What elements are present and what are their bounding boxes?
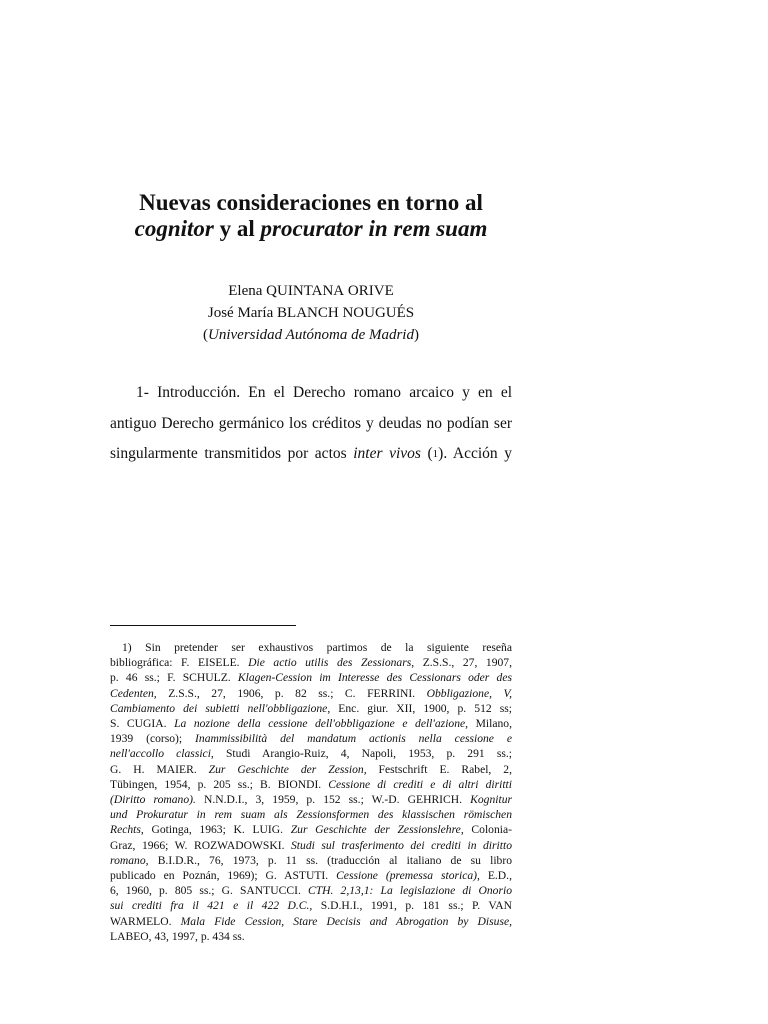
footnote-text: Z.S.S., 27, 1906, p. 82 ss.; C. FERRINI. (156, 686, 427, 700)
footnote-text: G. H. MAIER. (110, 762, 209, 776)
footnote-text: S. CUGIA. (110, 717, 175, 731)
footnote-marker: 1) (122, 641, 132, 654)
title-line-2 (110, 216, 512, 242)
footnote-line (110, 792, 512, 807)
footnote-italic-text: Rechts, (110, 823, 144, 837)
footnote-line (110, 655, 512, 670)
footnote-italic-text: sui crediti fra il 421 e il 422 D.C., (110, 899, 313, 913)
footnote-text: Festschrift E. Rabel, 2, (366, 762, 512, 776)
footnote-line (110, 746, 512, 761)
footnote-italic-text: Cessione (premessa storica), (336, 869, 480, 883)
footnote-line (110, 883, 512, 898)
footnote-italic-text: Cedenten, (110, 686, 157, 700)
footnote-italic-text: (Diritto romano). (110, 793, 196, 807)
footnote-italic-text: Cessione di crediti e di altri diritti (328, 777, 512, 791)
body-line-2: antiguo Derecho germánico los créditos y deudas no podían ser (110, 414, 512, 432)
footnote-line (110, 914, 512, 929)
footnote-text: Sin pretender ser exhaustivos partimos de la siguiente reseña (131, 641, 512, 654)
footnote-line (110, 838, 512, 853)
footnote-text: E.D., (479, 869, 512, 883)
footnote-text: Tübingen, 1954, p. 205 ss.; B. BIONDI. (110, 777, 329, 791)
footnote-italic-text: Cambiamento dei subietti nell'obbligazione (110, 701, 328, 715)
paper-title (110, 190, 512, 242)
footnote-reference[interactable]: 1 (432, 448, 439, 460)
author-1: Elena QUINTANA ORIVE (228, 283, 394, 299)
footnote-line (110, 853, 512, 868)
footnote-italic-text: Zur Geschichte der Zessionslehre, (290, 823, 464, 837)
footnote-line (110, 731, 512, 746)
footnote-line (110, 686, 512, 701)
footnote-text: B.I.D.R., 76, 1973, p. 11 ss. (traducción al italiano de su libro (148, 853, 512, 867)
footnote-text: p. 46 ss.; F. SCHULZ. (110, 671, 238, 685)
footnote-1 (110, 640, 512, 944)
footnote-italic-text: Die actio utilis des Zessionars (248, 656, 412, 670)
title-line-1: Nuevas consideraciones en torno al (139, 190, 483, 215)
footnote-text: bibliográfica: F. EISELE. (110, 656, 249, 670)
body-line-3: singularmente transmitidos por actos inter vivos (1). Acción y (110, 445, 512, 462)
footnote-text: Colonia- (463, 823, 512, 837)
affiliation: (Universidad Autónoma de Madrid) (203, 327, 419, 343)
footnote-text: Milano, (468, 717, 512, 731)
footnote-text: , Z.S.S., 27, 1907, (411, 656, 512, 670)
footnote-text: , Enc. giur. XII, 1900, p. 512 ss; (327, 701, 512, 715)
footnote-line (110, 762, 512, 777)
footnote-divider (110, 625, 296, 626)
footnote-italic-text: Studi sul trasferimento dei crediti in diritto (291, 838, 513, 852)
footnote-line (110, 777, 512, 792)
footnote-line (110, 716, 512, 731)
body-line-1: 1- Introducción. En el Derecho romano arcaico y en el (136, 384, 512, 401)
footnote-line (110, 807, 512, 822)
footnote-text: Graz, 1966; W. ROZWADOWSKI. (110, 838, 291, 852)
footnote-line (110, 670, 512, 685)
footnote-text: Studi Arangio-Ruiz, 4, Napoli, 1953, p. 291 ss.; (213, 747, 512, 761)
footnote-text: S.D.H.I., 1991, p. 181 ss.; P. VAN (312, 899, 512, 913)
footnote-italic-text: und Prokuratur in rem suam als Zessionsformen des klassischen römischen (110, 808, 512, 822)
footnote-italic-text: nell'accollo classici, (110, 747, 214, 761)
footnote-text: WARMELO. (110, 914, 181, 928)
footnote-line (110, 701, 512, 716)
footnote-text: N.N.D.I., 3, 1959, p. 152 ss.; W.-D. GEHRICH. (195, 793, 471, 807)
title-cognitor: cognitor (134, 216, 214, 241)
footnote-line (110, 640, 512, 655)
authors-block (110, 280, 512, 346)
body-paragraph (110, 378, 512, 470)
footnote-line (110, 868, 512, 883)
footnote-line (110, 929, 512, 944)
footnote-italic-text: Obbligazione, V, (426, 686, 512, 700)
author-2: José María BLANCH NOUGUÉS (207, 305, 415, 321)
title-connector: y al (213, 216, 261, 241)
footnote-italic-text: Klagen-Cession im Interesse des Cessionars oder des (237, 671, 512, 685)
title-procurator: procurator in rem suam (260, 216, 488, 241)
footnote-italic-text: Zur Geschichte der Zession, (208, 762, 367, 776)
footnote-text: Gotinga, 1963; K. LUIG. (143, 823, 291, 837)
footnote-text: 6, 1960, p. 805 ss.; G. SANTUCCI. (110, 884, 308, 898)
footnote-italic-text: La nozione della cessione dell'obbligazione e dell'azione, (174, 717, 469, 731)
footnote-text: LABEO, 43, 1997, p. 434 ss. (110, 929, 245, 943)
footnote-line (110, 822, 512, 837)
footnote-italic-text: CTH. 2,13,1: La legislazione di Onorio (307, 884, 512, 898)
footnote-italic-text: Kognitur (470, 793, 512, 807)
footnote-text: publicado en Poznán, 1969); G. ASTUTI. (110, 869, 337, 883)
footnote-italic-text: romano, (110, 853, 149, 867)
footnote-italic-text: Inammissibilità del mandatum actionis nella cessione e (195, 732, 512, 746)
footnote-italic-text: Mala Fide Cession, Stare Decisis and Abrogation by Disuse, (180, 914, 512, 928)
footnote-line (110, 898, 512, 913)
footnote-text: 1939 (corso); (110, 732, 196, 746)
